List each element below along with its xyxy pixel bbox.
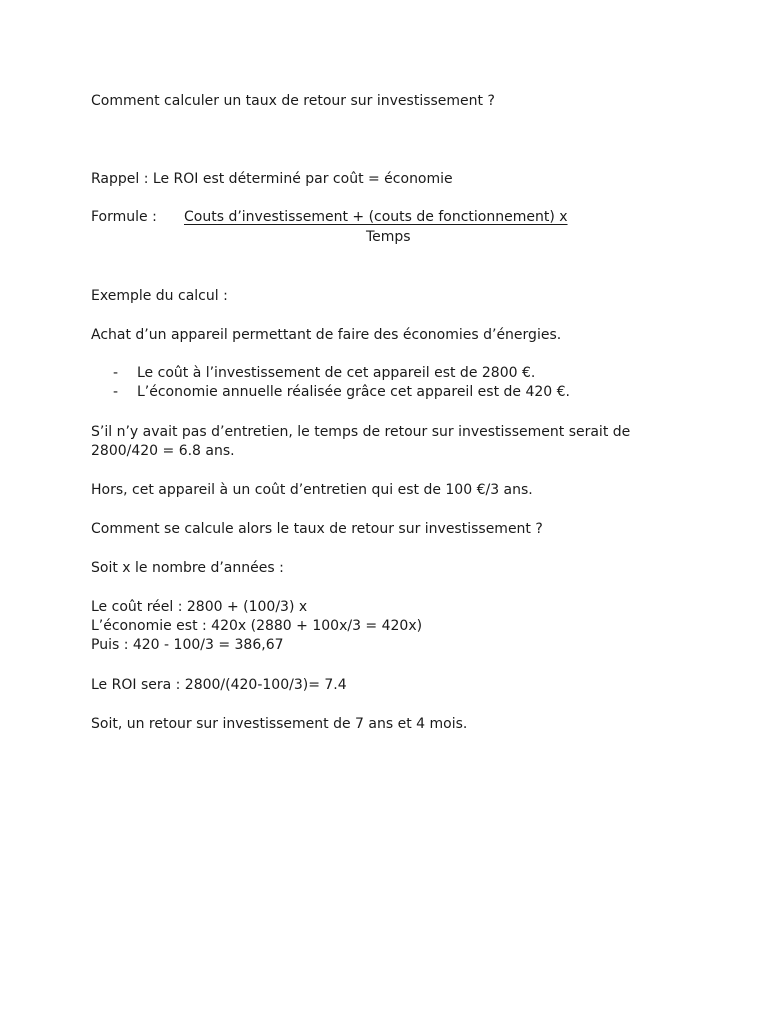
real-cost-line: Le coût réel : 2800 + (100/3) x [91,599,308,615]
conclusion-line: Soit, un retour sur investissement de 7 ans et 4 mois. [91,716,468,732]
formula-numerator: Couts d’investissement + (couts de fonctionnement) x [184,209,568,225]
question-line: Comment se calcule alors le taux de retour sur investissement ? [91,521,543,537]
no-maintenance-line-2: 2800/420 = 6.8 ans. [91,443,235,459]
roi-line: Le ROI sera : 2800/(420-100/3)= 7.4 [91,677,347,693]
example-heading: Exemple du calcul : [91,288,228,304]
bullet-investment [113,364,535,383]
savings-line: L’économie est : 420x (2880 + 100x/3 = 420x) [91,618,423,634]
document-title: Comment calculer un taux de retour sur investissement ? [91,93,495,109]
then-line: Puis : 420 - 100/3 = 386,67 [91,637,284,653]
bullet-text: Le coût à l’investissement de cet appareil est de 2800 €. [137,365,536,381]
bullet-dash: - [113,384,119,400]
bullet-text: L’économie annuelle réalisée grâce cet appareil est de 420 €. [137,384,570,400]
rappel-line: Rappel : Le ROI est déterminé par coût = économie [91,171,453,187]
formula-denominator: Temps [366,229,411,245]
purchase-line: Achat d’un appareil permettant de faire des économies d’énergies. [91,327,562,343]
no-maintenance-line-1: S’il n’y avait pas d’entretien, le temps de retour sur investissement serait de [91,424,631,440]
variable-line: Soit x le nombre d’années : [91,560,284,576]
formula-label: Formule : [91,209,157,225]
bullet-savings [113,383,570,402]
bullet-dash: - [113,365,119,381]
maintenance-cost-line: Hors, cet appareil à un coût d’entretien qui est de 100 €/3 ans. [91,482,533,498]
